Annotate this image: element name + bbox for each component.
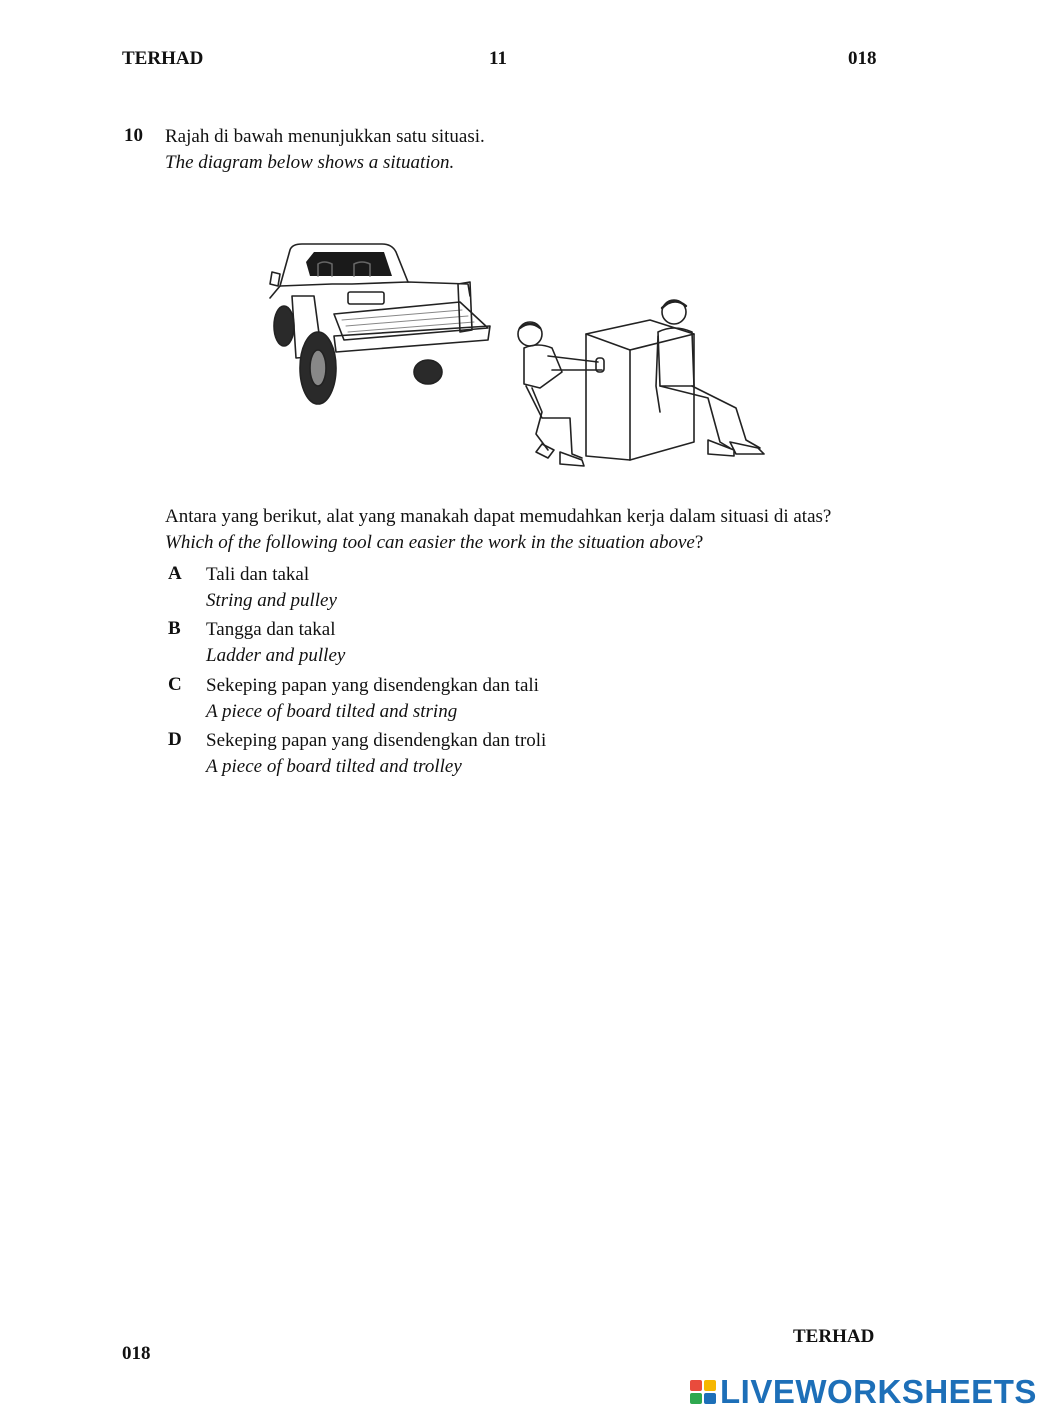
liveworksheets-wordmark: LIVEWORKSHEETS (720, 1373, 1037, 1410)
option-d-text-en[interactable]: A piece of board tilted and trolley (206, 756, 462, 777)
question-intro-en: The diagram below shows a situation. (165, 152, 455, 173)
question-prompt-en (165, 530, 703, 556)
option-c-letter[interactable]: C (168, 674, 182, 695)
question-prompt-ms: Antara yang berikut, alat yang manakah dapat memudahkan kerja dalam situasi di atas? (165, 506, 832, 527)
option-b-text-en[interactable]: Ladder and pulley (206, 645, 346, 666)
option-b-text-ms[interactable]: Tangga dan takal (206, 619, 336, 640)
option-a-letter[interactable]: A (168, 563, 182, 584)
footer-right-label: TERHAD (793, 1326, 875, 1347)
header-left-label: TERHAD (122, 48, 204, 69)
logo-tile-yellow (704, 1380, 716, 1391)
option-c-text-ms[interactable]: Sekeping papan yang disendengkan dan tali (206, 675, 539, 696)
question-prompt-en-text: Which of the following tool can easier the work in the situation above (165, 532, 695, 553)
logo-tile-blue (704, 1393, 716, 1404)
option-c-text-en[interactable]: A piece of board tilted and string (206, 701, 458, 722)
liveworksheets-logo-icon (690, 1380, 716, 1404)
two-men-pushing-box-illustration (518, 300, 764, 466)
option-d-letter[interactable]: D (168, 729, 182, 750)
liveworksheets-logo (690, 1373, 1037, 1411)
logo-tile-red (690, 1380, 702, 1391)
question-number: 10 (124, 125, 143, 146)
option-b-letter[interactable]: B (168, 618, 181, 639)
question-intro-ms: Rajah di bawah menunjukkan satu situasi. (165, 126, 485, 147)
header-right-code: 018 (848, 48, 877, 69)
logo-tile-green (690, 1393, 702, 1404)
option-a-text-en[interactable]: String and pulley (206, 590, 337, 611)
question-prompt-en-mark: ? (694, 532, 704, 553)
pickup-truck-illustration (270, 244, 490, 404)
option-a-text-ms[interactable]: Tali dan takal (206, 564, 310, 585)
footer-left-code: 018 (122, 1343, 151, 1364)
situation-illustration (262, 236, 772, 472)
option-d-text-ms[interactable]: Sekeping papan yang disendengkan dan troli (206, 730, 547, 751)
page-number: 11 (489, 48, 507, 69)
